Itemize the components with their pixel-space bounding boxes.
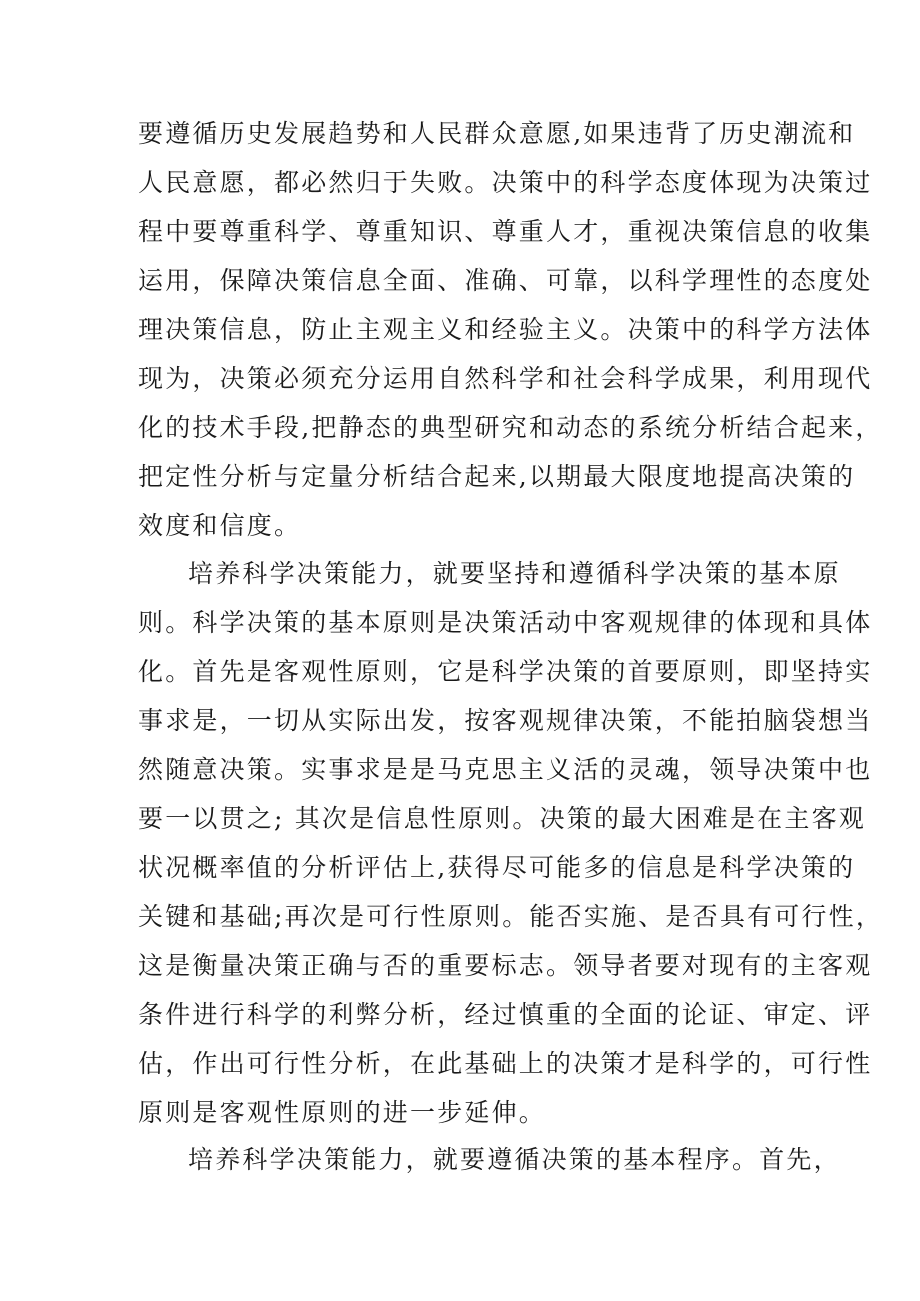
paragraph-3 [138,1135,841,1184]
paragraph-line: 现为，决策必须充分运用自然科学和社会科学成果，利用现代 [138,364,873,393]
paragraph-line: 这是衡量决策正确与否的重要标志。领导者要对现有的主客观 [138,951,873,980]
paragraph-line: 化。首先是客观性原则，它是科学决策的首要原则，即坚持实 [138,657,873,686]
paragraph-1 [138,109,883,550]
paragraph-line: 要一以贯之; 其次是信息性原则。决策的最大困难是在主客观 [138,804,866,833]
paragraph-line: 化的技术手段,把静态的典型研究和动态的系统分析结合起来， [138,413,883,442]
paragraph-line: 理决策信息，防止主观主义和经验主义。决策中的科学方法体 [138,315,873,344]
paragraph-line: 运用，保障决策信息全面、准确、可靠，以科学理性的态度处 [138,266,873,295]
paragraph-line: 则。科学决策的基本原则是决策活动中客观规律的体现和具体 [138,608,873,637]
paragraph-line: 条件进行科学的利弊分析，经过慎重的全面的论证、审定、评 [138,1000,873,1029]
paragraph-first-line: 培养科学决策能力，就要坚持和遵循科学决策的基本原 [188,559,841,588]
paragraph-line: 状况概率值的分析评估上,获得尽可能多的信息是科学决策的 [138,853,856,882]
paragraph-line: 要遵循历史发展趋势和人民群众意愿,如果违背了历史潮流和 [138,119,856,148]
paragraph-line: 事求是，一切从实际出发，按客观规律决策，不能拍脑袋想当 [138,706,873,735]
paragraph-line: 关键和基础;再次是可行性原则。能否实施、是否具有可行性， [138,902,884,931]
paragraph-line: 然随意决策。实事求是是马克思主义活的灵魂，领导决策中也 [138,755,873,784]
paragraph-line: 把定性分析与定量分析结合起来,以期最大限度地提高决策的 [138,462,856,491]
paragraph-line: 效度和信度。 [138,511,302,540]
paragraph-2 [138,549,884,1137]
paragraph-first-line: 培养科学决策能力，就要遵循决策的基本程序。首先， [188,1145,841,1174]
paragraph-line: 人民意愿，都必然归于失败。决策中的科学态度体现为决策过 [138,168,873,197]
paragraph-line: 程中要尊重科学、尊重知识、尊重人才，重视决策信息的收集 [138,217,873,246]
paragraph-line: 估，作出可行性分析，在此基础上的决策才是科学的，可行性 [138,1049,873,1078]
paragraph-line: 原则是客观性原则的进一步延伸。 [138,1098,547,1127]
